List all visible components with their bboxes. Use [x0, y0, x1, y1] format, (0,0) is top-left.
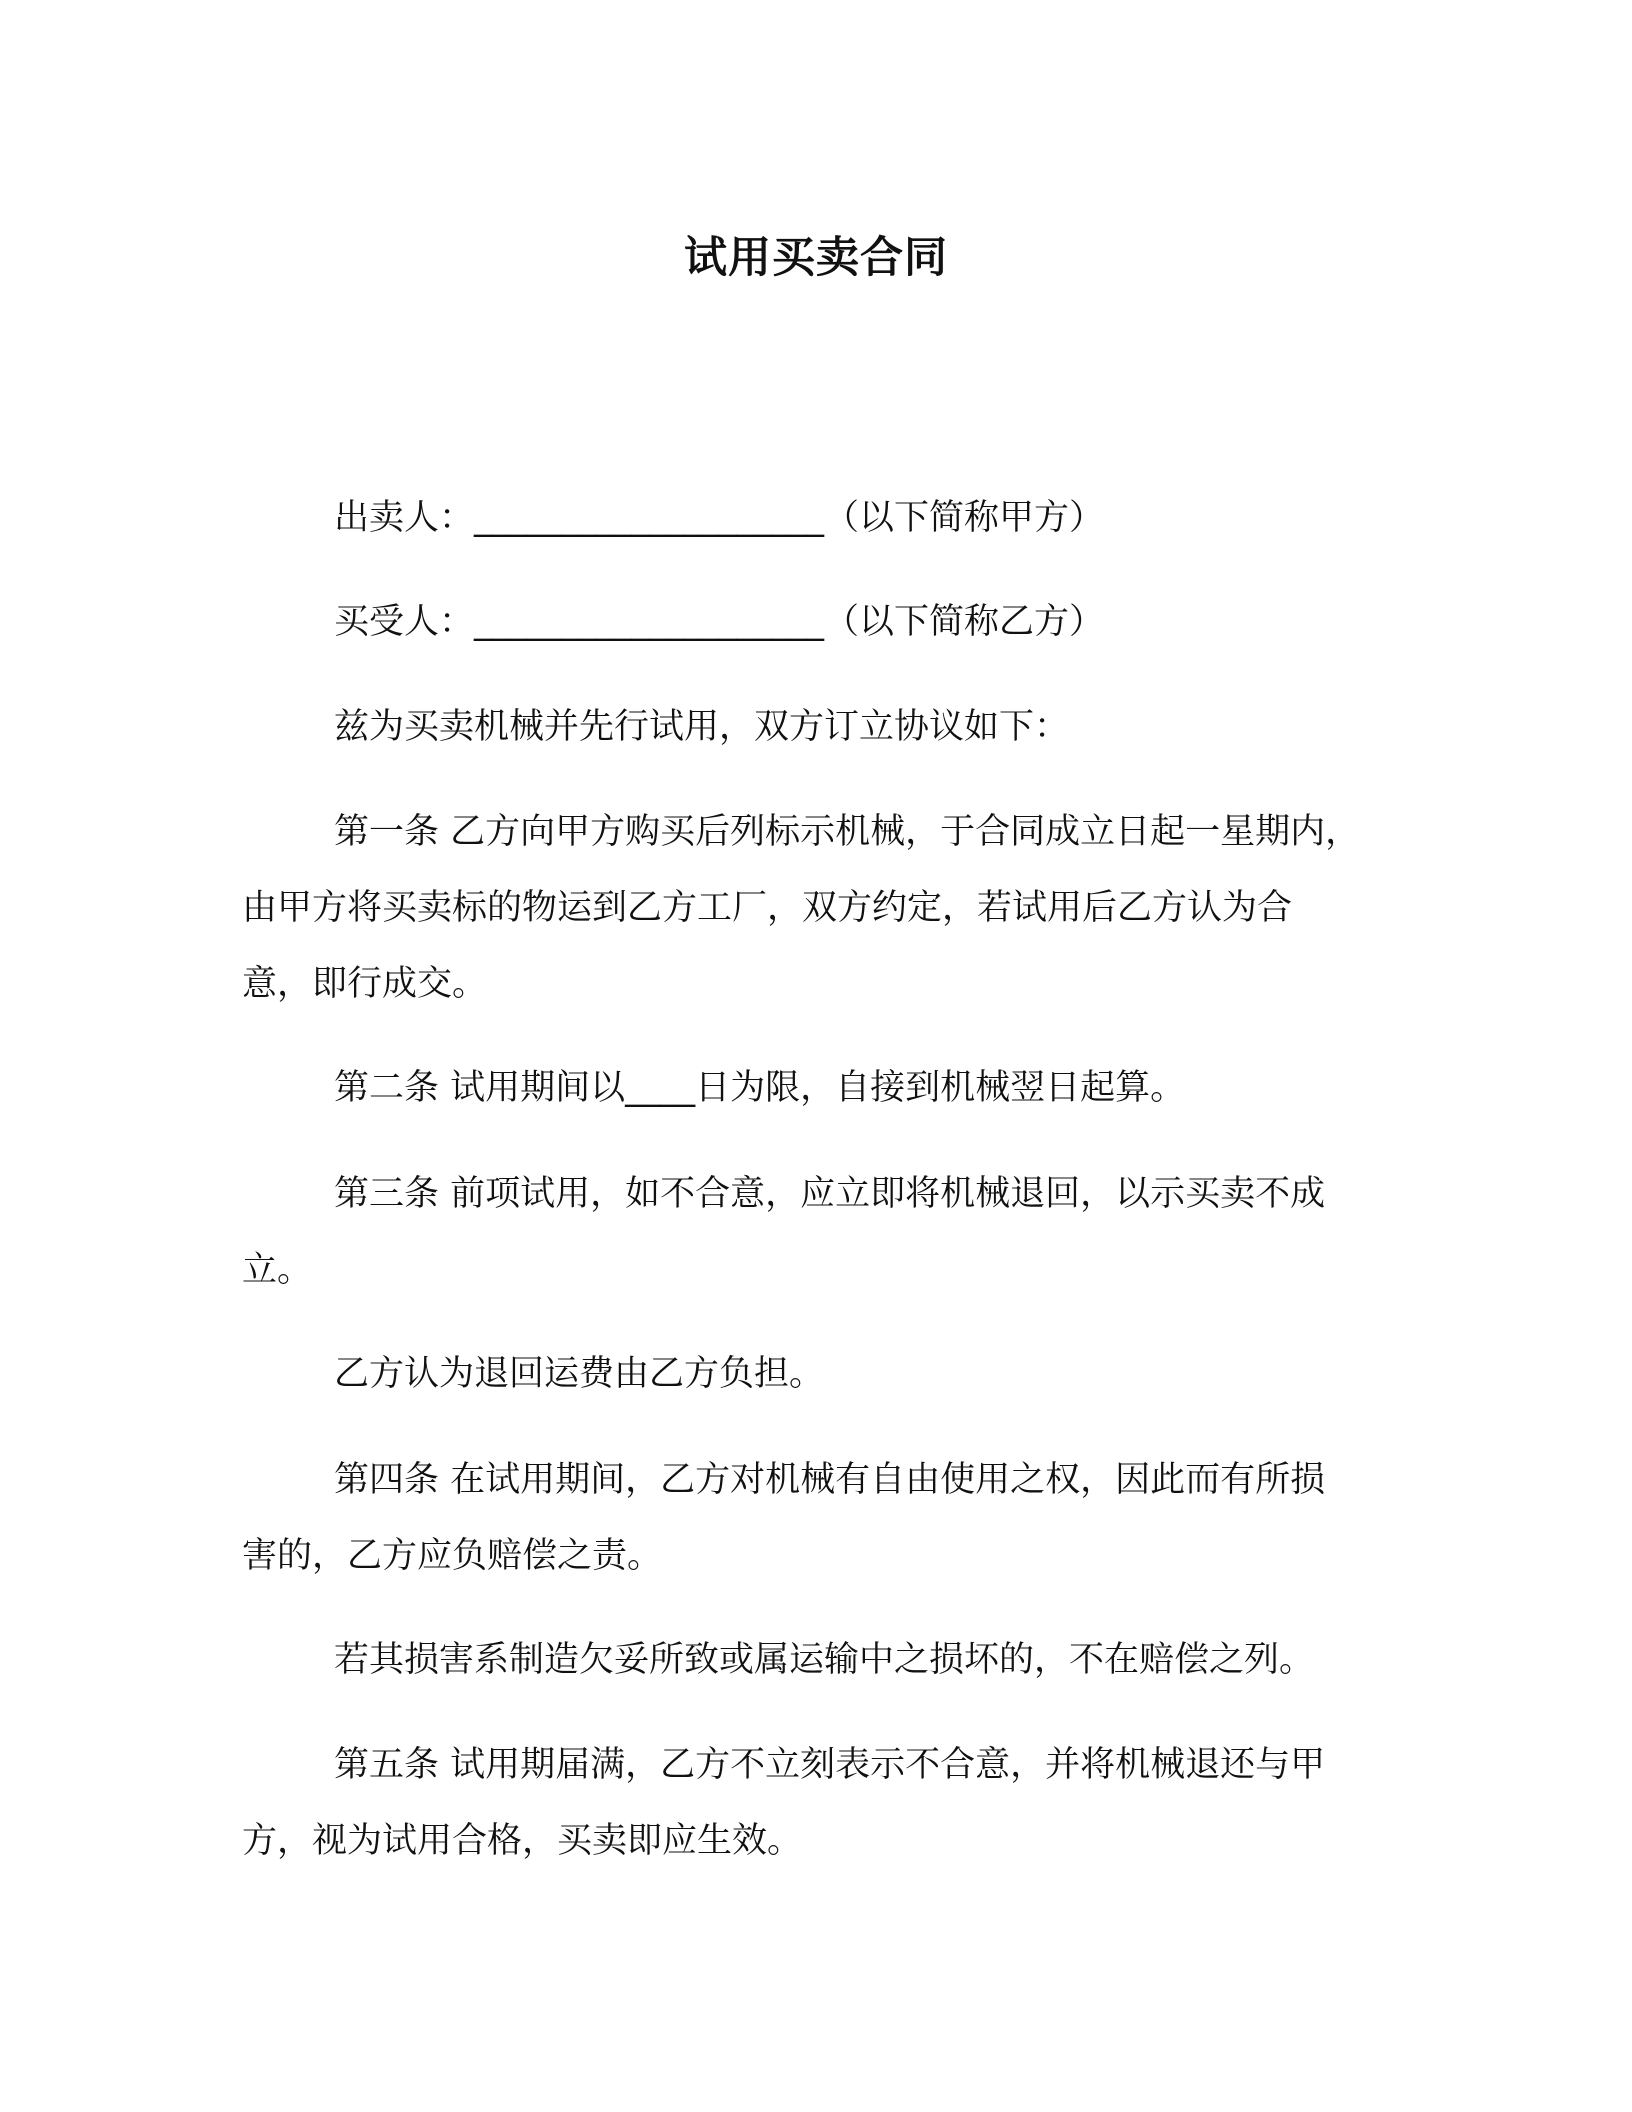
article-2-line: 第二条 试用期间以____日为限，自接到机械翌日起算。 [334, 1068, 1186, 1108]
article-3-line-2: 立。 [242, 1250, 313, 1290]
freight-line: 乙方认为退回运费由乙方负担。 [334, 1354, 825, 1394]
preamble-line: 兹为买卖机械并先行试用，双方订立协议如下： [334, 707, 1070, 747]
buyer-line: 买受人：____________________（以下简称乙方） [334, 602, 1105, 642]
damage-exception-line: 若其损害系制造欠妥所致或属运输中之损坏的，不在赔偿之列。 [334, 1640, 1315, 1680]
article-4-line-2: 害的，乙方应负赔偿之责。 [242, 1536, 663, 1576]
seller-line: 出卖人：____________________（以下简称甲方） [334, 498, 1105, 538]
article-1-line-2: 由甲方将买卖标的物运到乙方工厂，双方约定，若试用后乙方认为合 [242, 888, 1293, 928]
article-5-line-2: 方，视为试用合格，买卖即应生效。 [242, 1821, 803, 1861]
article-1-line-1: 第一条 乙方向甲方购买后列标示机械，于合同成立日起一星期内， [334, 812, 1361, 852]
article-4-line-1: 第四条 在试用期间，乙方对机械有自由使用之权，因此而有所损 [334, 1460, 1326, 1500]
document-title: 试用买卖合同 [684, 233, 948, 283]
article-5-line-1: 第五条 试用期届满，乙方不立刻表示不合意，并将机械退还与甲 [334, 1745, 1326, 1785]
article-1-line-3: 意，即行成交。 [242, 964, 488, 1004]
article-3-line-1: 第三条 前项试用，如不合意，应立即将机械退回，以示买卖不成 [334, 1174, 1326, 1214]
